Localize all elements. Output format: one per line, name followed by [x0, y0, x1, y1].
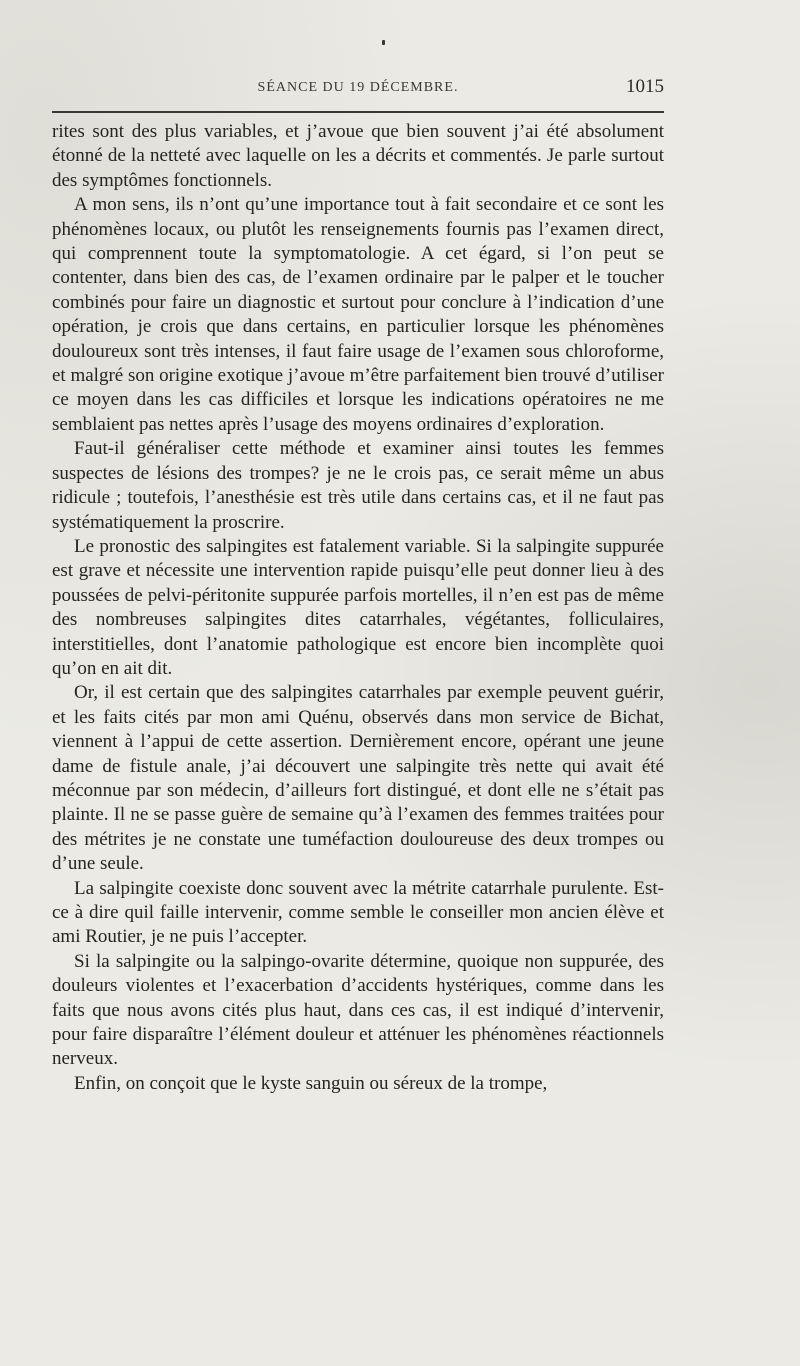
paragraph-continued: rites sont des plus variables, et j’avoue que bien souvent j’ai été absolument étonné de la netteté avec laquelle on les a décrits et commentés. Je parle surtout des symptômes fonctionnels.	[52, 121, 664, 191]
paragraph: A mon sens, ils n’ont qu’une importance tout à fait secondaire et ce sont les phénomènes locaux, ou plutôt les renseignements fournis pas l’examen direct, qui comprennent toute la symptomatologie. A cet égard, si l’on peut se contenter, dans bien des cas, de l’examen ordinaire par le palper et le toucher combinés pour faire un diagnostic et surtout pour conclure à l’indication d’une opération, je crois que dans certains, en particulier lorsque les phénomènes douloureux sont très intenses, il faut faire usage de l’examen sous chloroforme, et malgré son origine exotique j’avoue m’être parfaitement bien trouvé d’utiliser ce moyen dans les cas difficiles et lorsque les indications opératoires ne me semblaient pas nettes après l’usage des moyens ordinaires d’exploration.	[52, 194, 664, 435]
paragraph: Faut-il généraliser cette méthode et examiner ainsi toutes les femmes suspectes de lésions des trompes? je ne le crois pas, ce serait même un abus ridicule ; toutefois, l’anesthésie est très utile dans certains cas, et il ne faut pas systématiquement la proscrire.	[52, 438, 664, 533]
running-head: SÉANCE DU 19 DÉCEMBRE.	[257, 80, 459, 95]
page-number: 1015	[626, 76, 664, 97]
paragraph: Si la salpingite ou la salpingo-ovarite détermine, quoique non suppurée, des douleurs violentes et l’exacerbation d’accidents hystériques, comme dans les faits que nous avons cités plus haut, dans ces cas, il est indiqué d’intervenir, pour faire disparaître l’élément douleur et atténuer les phénomènes réactionnels nerveux.	[52, 950, 664, 1070]
paragraph: Enfin, on conçoit que le kyste sanguin ou séreux de la trompe,	[74, 1072, 548, 1094]
paragraph: Or, il est certain que des salpingites catarrhales par exemple peuvent guérir, et les faits cités par mon ami Quénu, observés dans mon service de Bichat, viennent à l’appui de cette assertion. Dernièrement encore, opérant une jeune dame de fistule anale, j’ai découvert une salpingite très nette qui avait été méconnue par son médecin, d’ailleurs fort distingué, et dont elle ne s’était pas plainte. Il ne se passe guère de semaine qu’à l’examen des femmes traitées pour des métrites je ne constate une tuméfaction douloureuse des deux trompes ou d’une seule.	[52, 682, 664, 875]
body-text	[52, 120, 664, 1096]
ink-speck	[382, 40, 385, 45]
page-header	[52, 74, 664, 104]
header-rule	[52, 111, 664, 113]
paragraph: Le pronostic des salpingites est fatalement variable. Si la salpingite suppurée est grave et nécessite une intervention rapide puisqu’elle peut donner lieu à des poussées de pelvi-péritonite suppurée parfois mortelles, il n’en est pas de même des nombreuses salpingites dites catarrhales, végétantes, folliculaires, interstitielles, dont l’anatomie pathologique est encore bien incomplète quoi qu’on en ait dit.	[52, 535, 664, 679]
paragraph: La salpingite coexiste donc souvent avec la métrite catarrhale purulente. Est-ce à dire quil faille intervenir, comme semble le conseiller mon ancien élève et ami Routier, je ne puis l’accepter.	[52, 877, 664, 948]
